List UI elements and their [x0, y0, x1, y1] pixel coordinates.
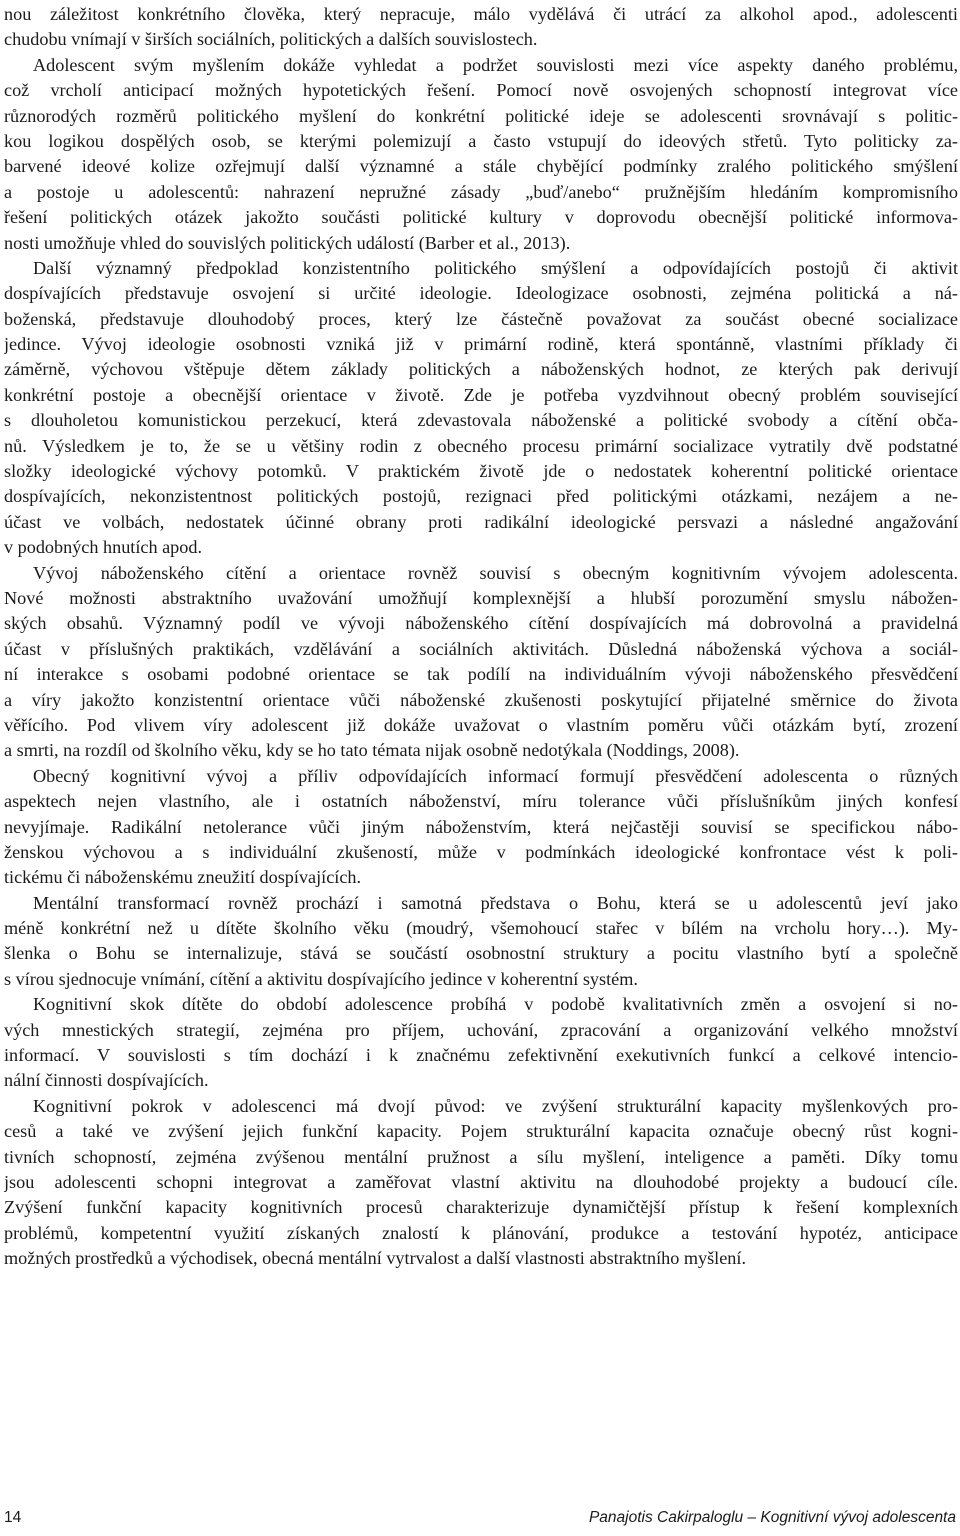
text-line: nou záležitost konkrétního člověka, který nepracuje, málo vydělává či utrácí za alkohol apod., adolescenti: [4, 4, 958, 24]
text-line: cesů a také ve zvýšení jejich funkční kapacity. Pojem strukturální kapacita označuje obecný růst kogni-: [4, 1121, 958, 1142]
text-line: záměrně, výchovou vštěpuje dětem základy politických a náboženských hodnot, ze kterých pak derivují: [4, 359, 958, 380]
paragraph: [4, 256, 958, 561]
paragraph: [4, 1094, 958, 1272]
text-line: informací. V souvislosti s tím dochází i k značnému zefektivnění exekutivních funkcí a celkové intencio-: [4, 1045, 958, 1066]
text-line: účast ve volbách, nedostatek účinné obrany proti radikální ideologické persvazi a následné angažování: [4, 511, 958, 532]
text-line: a postoje u adolescentů: nahrazení nepružné zásady „buď/anebo“ pružnějším hledáním kompromisního: [4, 181, 958, 202]
text-line: Kognitivní pokrok v adolescenci má dvojí původ: ve zvýšení strukturální kapacity myšlenkových pro-: [33, 1095, 958, 1116]
text-line: což vrcholí anticipací možných hypotetických řešení. Pomocí nově osvojených schopností integrovat více: [4, 80, 958, 101]
text-line: ženskou výchovou a s individuální zkušeností, může v podmínkách ideologické konfrontace vést k poli-: [4, 841, 958, 862]
text-line: věřícího. Pod vlivem víry adolescent již dokáže uvažovat o vlastním poměru vůči otázkám bytí, zrození: [4, 714, 958, 735]
text-line: a smrti, na rozdíl od školního věku, kdy se ho tato témata nijak osobně nedotýkala (Noddings, 2008).: [4, 740, 740, 761]
text-line: barvené ideové kolize ozřejmují další významné a stále chybějící podmínky zralého politického smýšlení: [4, 156, 958, 177]
text-line: tivních schopností, zejména zvýšenou mentální pružnost a sílu myšlení, inteligence a paměti. Díky tomu: [4, 1146, 958, 1167]
text-line: s dlouholetou komunistickou perzekucí, která zdevastovala náboženské a politické svobody a cítění obča-: [4, 410, 958, 431]
text-line: a víry jakožto konzistentní orientace vůči náboženské zkušenosti poskytující přijatelné směrnice do života: [4, 689, 958, 710]
paragraph: [4, 891, 958, 993]
text-line: kou logikou dospělých osob, se kterými polemizují a často vstupují do ideových střetů. Tyto politicky za-: [4, 130, 958, 151]
text-line: Zvýšení funkční kapacity kognitivních procesů charakterizuje dynamičtější přístup k řešení komplexních: [4, 1197, 958, 1218]
paragraph: [4, 764, 958, 891]
text-line: Kognitivní skok dítěte do období adolescence probíhá v podobě kvalitativních změn a osvojení si no-: [33, 994, 958, 1015]
text-line: Vývoj náboženského cítění a orientace rovněž souvisí s obecným kognitivním vývojem adolescenta.: [33, 562, 958, 583]
text-line: jedince. Vývoj ideologie osobnosti vzniká již v primární rodině, která spontánně, vlastními příklady či: [4, 334, 958, 355]
text-line: Obecný kognitivní vývoj a příliv odpovídajících informací formují přesvědčení adolescenta o různých: [33, 765, 958, 786]
text-line: ní interakce s osobami podobné orientace se tak podílí na individuálním vývoji náboženského přesvědčení: [4, 664, 958, 685]
text-line: tickému či náboženskému zneužití dospívajících.: [4, 867, 362, 888]
text-line: konkrétní postoje a obecnější orientace v životě. Zde je potřeba vyzdvihnout obecný problém související: [4, 384, 958, 405]
text-line: složky ideologické výchovy potomků. V praktickém životě jde o nedostatek koherentní politické orientace: [4, 461, 958, 482]
paragraph: [4, 561, 958, 764]
text-line: Adolescent svým myšlením dokáže vyhledat a podržet souvislosti mezi více aspekty daného problému,: [33, 54, 958, 75]
page-number: 14: [4, 1509, 22, 1526]
text-line: Mentální transformací rovněž prochází i samotná představa o Bohu, která se u adolescentů jeví jako: [33, 892, 958, 913]
text-line: v podobných hnutích apod.: [4, 537, 203, 558]
text-line: nální činnosti dospívajících.: [4, 1070, 209, 1091]
text-line: možných prostředků a východisek, obecná mentální vytrvalost a další vlastnosti abstraktního myšlení.: [4, 1248, 746, 1269]
text-line: dospívajících představuje osvojení si určité ideologie. Ideologizace osobnosti, zejména politická a ná-: [4, 283, 958, 304]
text-line: Další významný předpoklad konzistentního politického smýšlení a odpovídajících postojů či aktivit: [33, 257, 958, 278]
page-footer: [0, 1509, 960, 1533]
text-line: řešení politických otázek jakožto součásti politické kultury v doprovodu obecnější politické informova-: [4, 207, 958, 228]
page-body: [4, 2, 958, 1272]
text-line: dospívajících, nekonzistentnost politických postojů, rezignaci před politickými otázkami, nezájem a ne-: [4, 486, 958, 507]
text-line: problémů, kompetentní využití získaných znalostí k plánování, produkce a testování hypotéz, anticipace: [4, 1222, 958, 1243]
paragraph: [4, 53, 958, 256]
paragraph: [4, 992, 958, 1094]
running-footer-title: Panajotis Cakirpaloglu – Kognitivní vývoj adolescenta: [588, 1509, 956, 1526]
text-line: účast v příslušných praktikách, vzdělávání a sociálních aktivitách. Důsledná náboženská výchova a sociál-: [4, 638, 958, 659]
text-line: s vírou sjednocuje vnímání, cítění a aktivitu dospívajícího jedince v koherentní systém.: [4, 968, 638, 989]
text-line: Nové možnosti abstraktního uvažování umožňují komplexnější a hlubší porozumění smyslu nábožen-: [4, 587, 958, 608]
text-line: méně konkrétní než u dítěte školního věku (moudrý, všemohoucí stařec v bílém na vrcholu hory…). My-: [4, 918, 958, 939]
text-line: nů. Výsledkem je to, že se u většiny rodin z obecného procesu primární socializace vytratily dvě podstatné: [4, 435, 958, 456]
text-line: chudobu vnímají v širších sociálních, politických a dalších souvislostech.: [4, 29, 538, 50]
text-line: různorodých rozměrů politického myšlení do konkrétní politické ideje se adolescenti srovnávají s politic-: [4, 105, 958, 126]
text-line: jsou adolescenti schopni integrovat a zaměřovat vlastní aktivitu na dlouhodobé projekty a budoucí cíle.: [4, 1171, 958, 1192]
text-line: aspektech nejen vlastního, ale i ostatních náboženství, míru tolerance vůči příslušníkům jiných konfesí: [4, 791, 958, 812]
text-line: vých mnestických strategií, zejména pro příjem, uchování, zpracování a organizování velkého množství: [4, 1019, 958, 1040]
text-line: ských obsahů. Významný podíl ve vývoji náboženského cítění dospívajících má dobrovolná a pravidelná: [4, 613, 958, 634]
text-line: boženská, představuje dlouhodobý proces, který lze částečně považovat za součást obecné socializace: [4, 308, 958, 329]
text-line: šlenka o Bohu se internalizuje, stává se součástí osobnostní struktury a pocitu vlastního bytí a společně: [4, 943, 958, 964]
text-line: nevyjímaje. Radikální netolerance vůči jiným náboženstvím, která nejčastěji souvisí se specifickou nábo-: [4, 816, 958, 837]
paragraph: [4, 2, 958, 53]
text-line: nosti umožňuje vhled do souvislých politických událostí (Barber et al., 2013).: [4, 232, 571, 253]
